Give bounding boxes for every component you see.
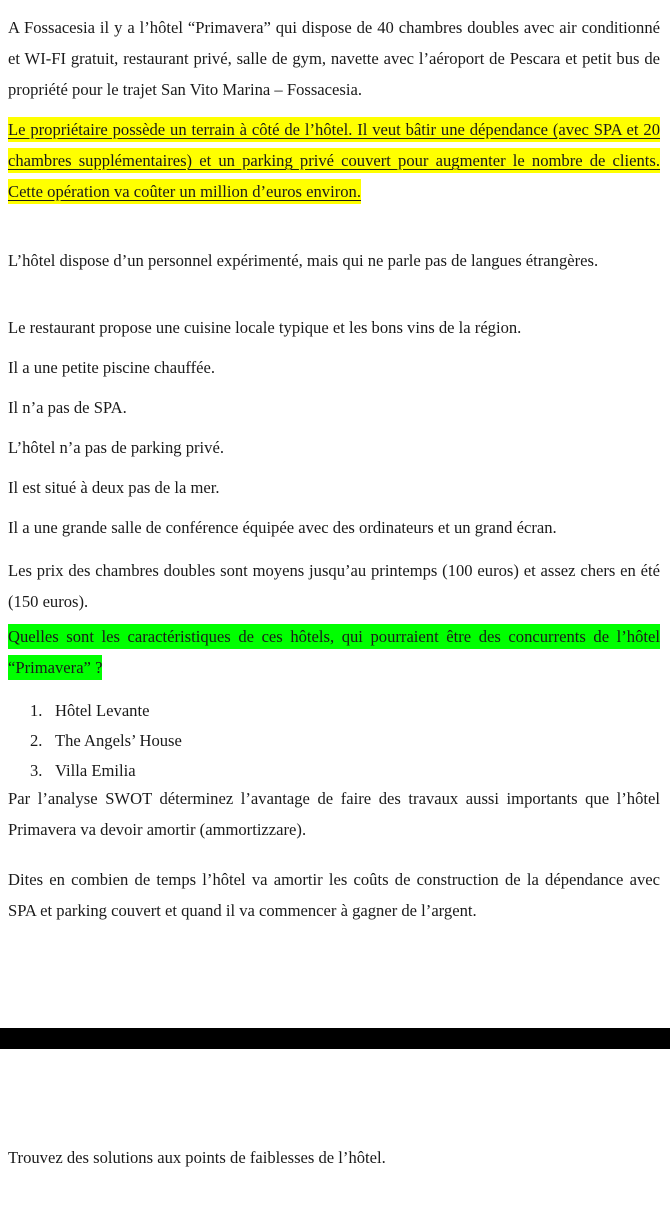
conference-line: Il a une grande salle de conférence équipée avec des ordinateurs et un grand écran. <box>8 518 557 537</box>
list-item-number: 3. <box>30 761 43 780</box>
prices-paragraph: Les prix des chambres doubles sont moyens jusqu’au printemps (100 euros) et assez chers en été (150 euros). <box>8 561 660 611</box>
list-item-label: Villa Emilia <box>55 761 136 780</box>
list-item-number: 1. <box>30 701 43 720</box>
staff-paragraph: L’hôtel dispose d’un personnel expérimenté, mais qui ne parle pas de langues étrangères. <box>8 251 599 270</box>
intro-paragraph: A Fossacesia il y a l’hôtel “Primavera” qui dispose de 40 chambres doubles avec air conditionné et WI-FI gratuit, restaurant privé, salle de gym, navette avec l’aéroport de Pescara et petit bus de propriété pour le trajet San Vito Marina – Fossacesia. <box>8 18 660 99</box>
no-parking-line: L’hôtel n’a pas de parking privé. <box>8 438 224 457</box>
black-divider-bar <box>0 1028 670 1049</box>
list-item-number: 2. <box>30 731 43 750</box>
owner-cost-highlight: Cette opération va coûter un million d’euros environ. <box>8 179 361 204</box>
list-item <box>30 699 182 729</box>
restaurant-line: Le restaurant propose une cuisine locale typique et les bons vins de la région. <box>8 318 522 337</box>
list-item <box>30 729 182 759</box>
no-spa-line: Il n’a pas de SPA. <box>8 398 127 417</box>
competitor-list <box>30 699 182 789</box>
sea-line: Il est situé à deux pas de la mer. <box>8 478 220 497</box>
solutions-task-line: Trouvez des solutions aux points de faiblesses de l’hôtel. <box>8 1148 386 1167</box>
pool-line: Il a une petite piscine chauffée. <box>8 358 216 377</box>
swot-task-paragraph: Par l’analyse SWOT déterminez l’avantage de faire des travaux aussi importants que l’hôtel Primavera va devoir amortir (ammortizzare). <box>8 789 660 839</box>
list-item-label: Hôtel Levante <box>55 701 150 720</box>
amortize-task-paragraph: Dites en combien de temps l’hôtel va amortir les coûts de construction de la dépendance avec SPA et parking couvert et quand il va commencer à gagner de l’argent. <box>8 870 660 920</box>
question-highlight: Quelles sont les caractéristiques de ces hôtels, qui pourraient être des concurrents de l’hôtel “Primavera” ? <box>8 624 660 680</box>
owner-plan-paragraph <box>8 114 660 207</box>
question-paragraph <box>8 621 660 683</box>
list-item-label: The Angels’ House <box>55 731 182 750</box>
owner-plan-highlight: Le propriétaire possède un terrain à côté de l’hôtel. Il veut bâtir une dépendance (avec SPA et 20 chambres supplémentaires) et un parking privé couvert pour augmenter le nombre de clients. <box>8 117 660 173</box>
